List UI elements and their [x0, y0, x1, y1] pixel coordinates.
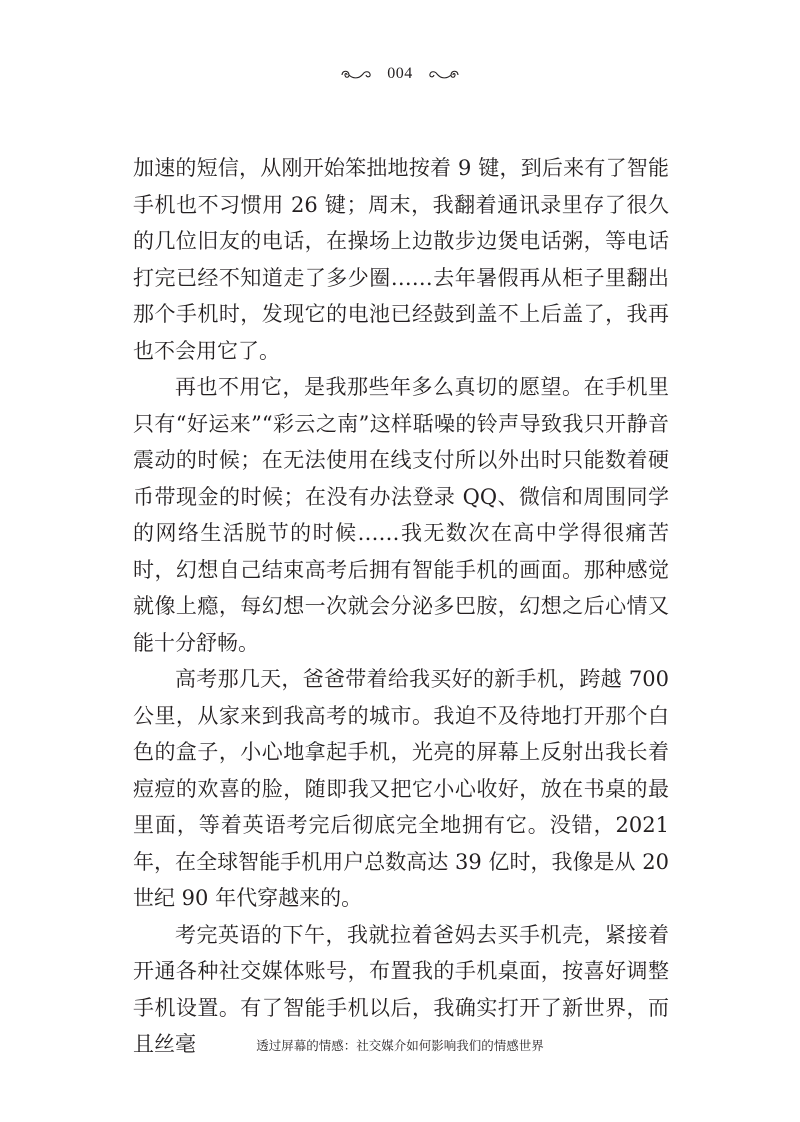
swirl-ornament-icon [427, 66, 461, 82]
body-text [133, 150, 669, 1063]
swirl-ornament-icon [339, 66, 373, 82]
page-number: 004 [387, 65, 413, 82]
paragraph: 考完英语的下午，我就拉着爸妈去买手机壳，紧接着开通各种社交媒体账号，布置我的手机桌面，按喜好调整手机设置。有了智能手机以后，我确实打开了新世界，而且丝毫 [133, 922, 669, 1056]
running-footer: 透过屏幕的情感：社交媒介如何影响我们的情感世界 [256, 1038, 544, 1053]
paragraph: 再也不用它，是我那些年多么真切的愿望。在手机里只有“好运来”“彩云之南”这样聒噪的铃声导致我只开静音震动的时候；在无法使用在线支付所以外出时只能数着硬币带现金的时候；在没有办法登录 QQ、微信和周围同学的网络生活脱节的时候……我无数次在高中学得很痛苦时，幻想自己结束高考后拥有智能手机的画面。那种感觉就像上瘾，每幻想一次就会分泌多巴胺，幻想之后心情又能十分舒畅。 [133, 375, 669, 655]
page-header [0, 62, 800, 86]
paragraph: 高考那几天，爸爸带着给我买好的新手机，跨越 700 公里，从家来到我高考的城市。我迫不及待地打开那个白色的盒子，小心地拿起手机，光亮的屏幕上反射出我长着痘痘的欢喜的脸，随即我又把它小心收好，放在书桌的最里面，等着英语考完后彻底完全地拥有它。没错，2021 年，在全球智能手机用户总数高达 39 亿时，我像是从 20 世纪 90 年代穿越来的。 [133, 667, 669, 910]
paragraph: 加速的短信，从刚开始笨拙地按着 9 键，到后来有了智能手机也不习惯用 26 键；周末，我翻着通讯录里存了很久的几位旧友的电话，在操场上边散步边煲电话粥，等电话打完已经不知道走了多少圈……去年暑假再从柜子里翻出那个手机时，发现它的电池已经鼓到盖不上后盖了，我再也不会用它了。 [133, 156, 669, 363]
